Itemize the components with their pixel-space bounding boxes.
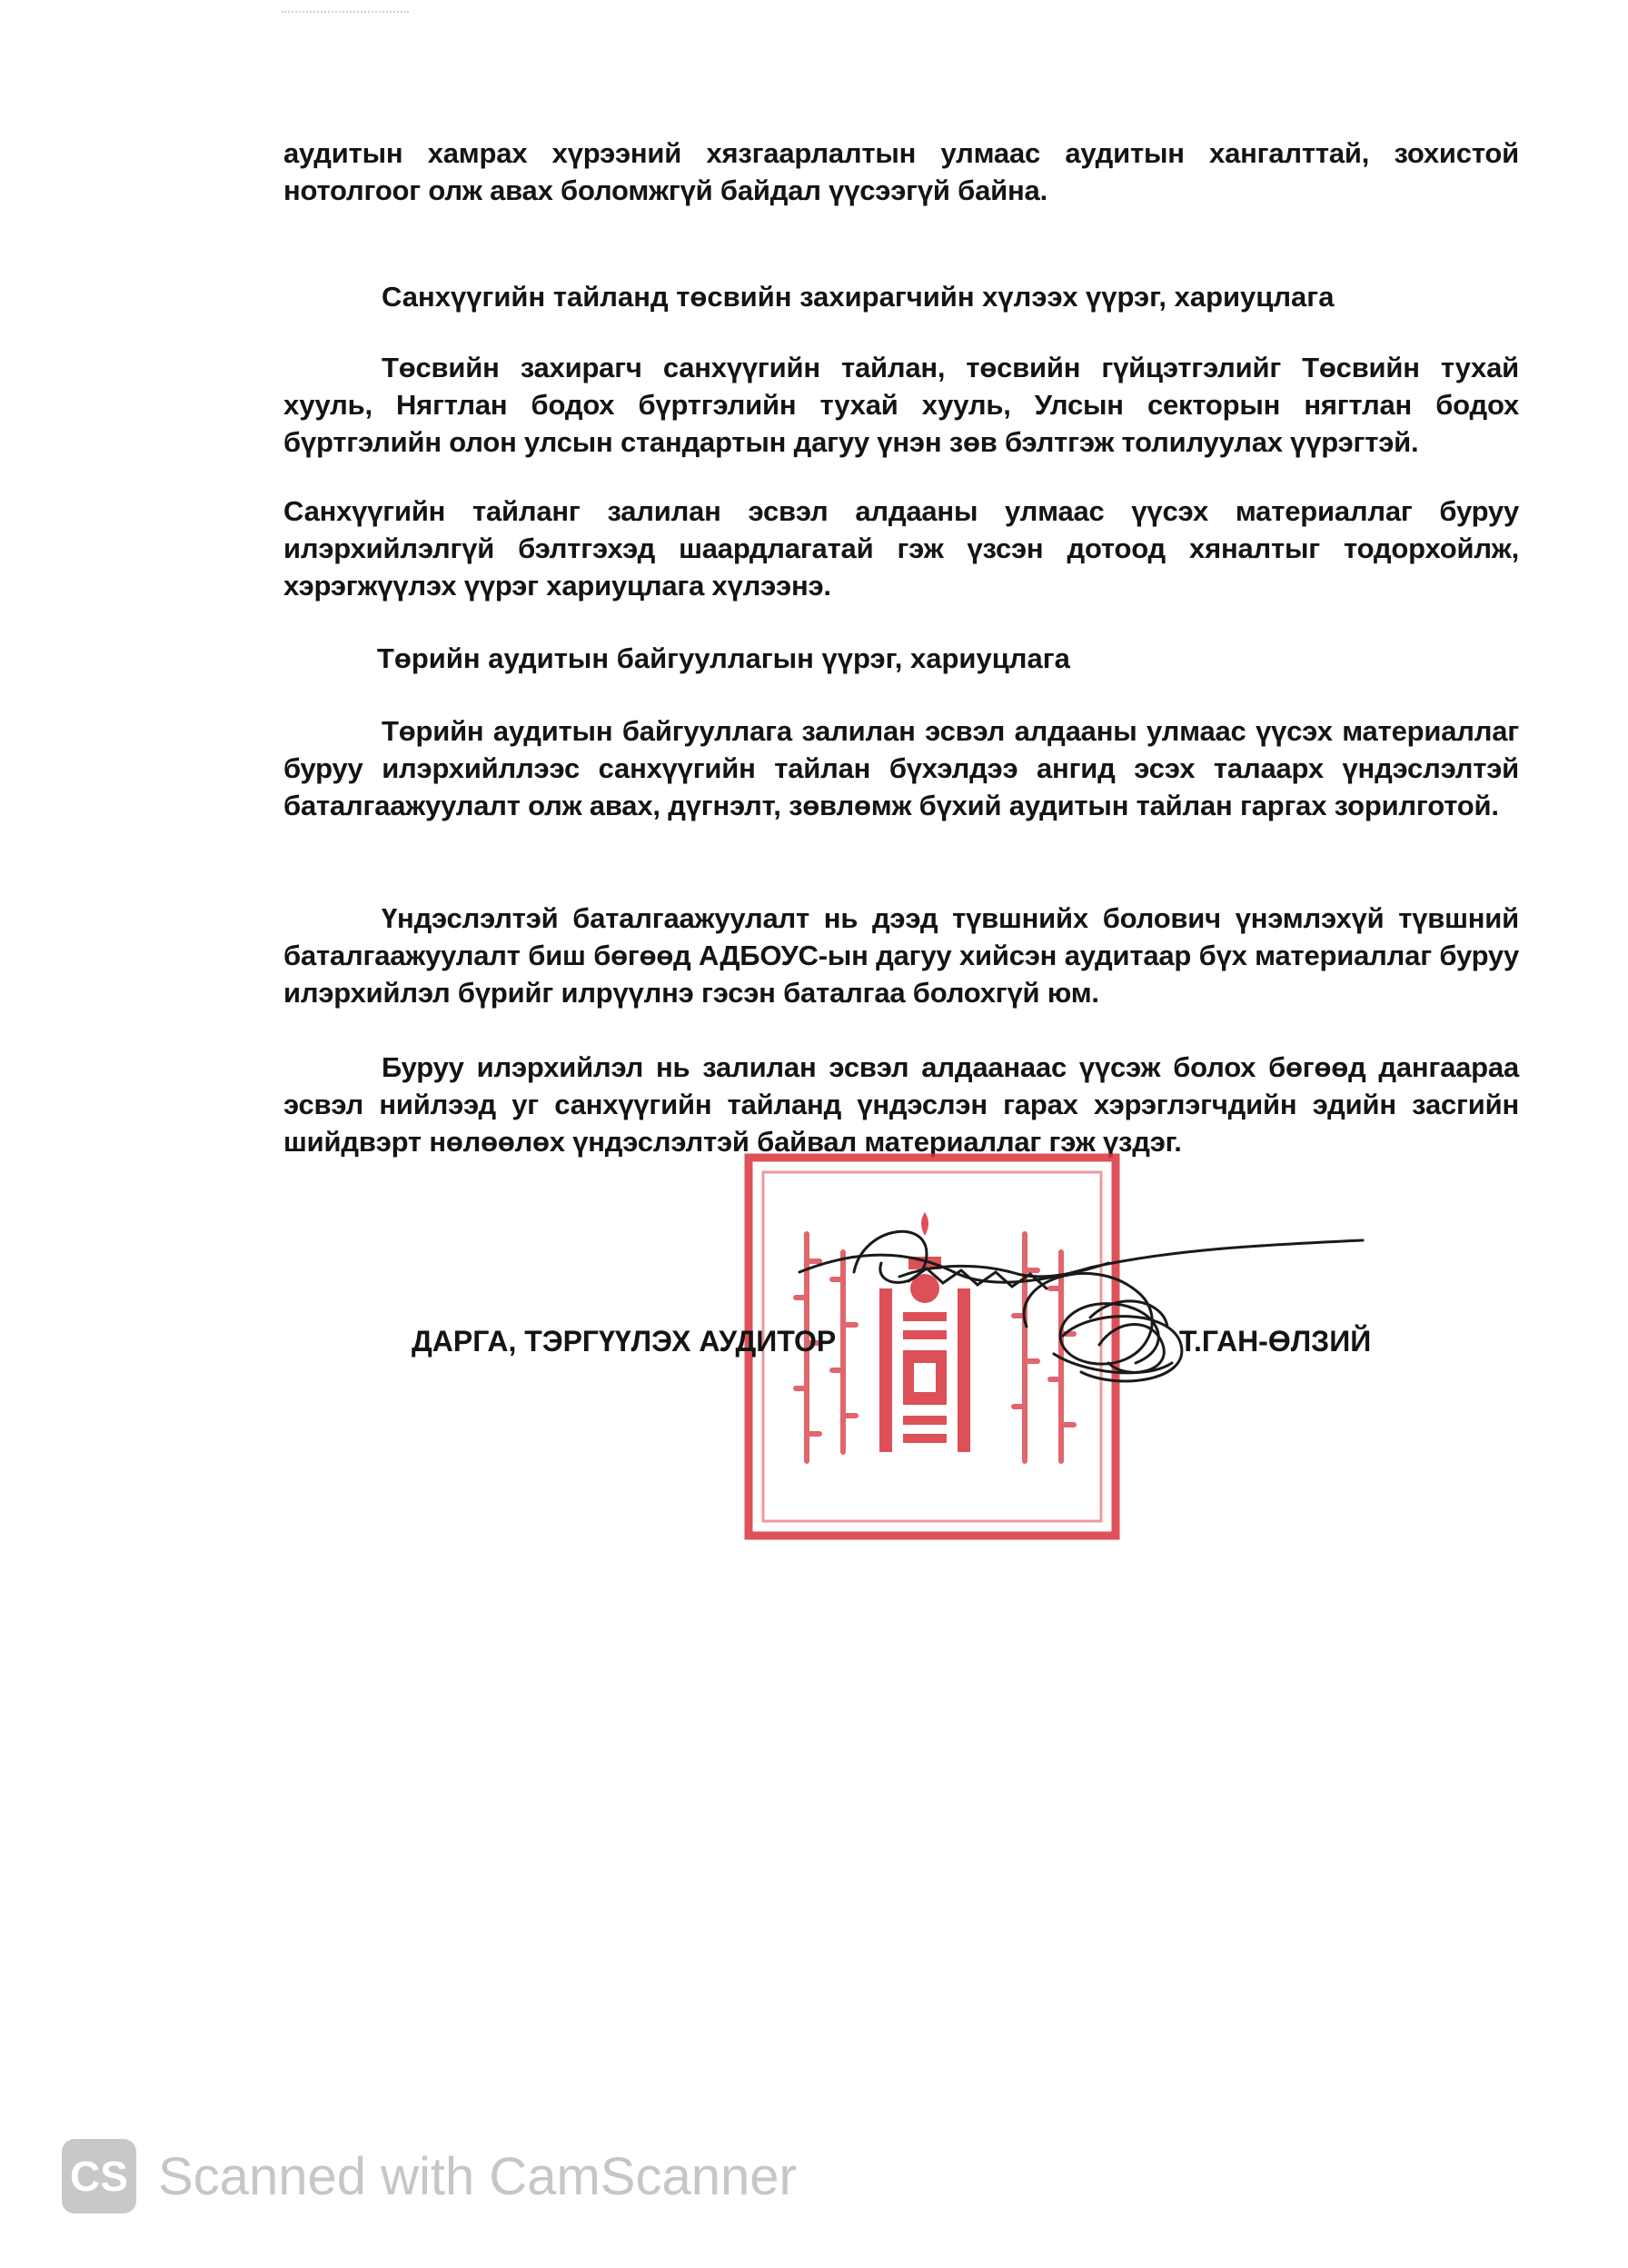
handwritten-signature [790,1218,1372,1408]
paragraph-reasonable-assurance: Үндэслэлтэй баталгаажуулалт нь дээд түвшнийх болович үнэмлэхүй түвшний баталгаажуулалт биш бөгөөд АДБОУС-ын дагуу хийсэн аудитаар бүх материаллаг буруу илэрхийлэл бүрийг илрүүлнэ гэсэн баталгаа болохгүй юм. [283,902,1519,1009]
paragraph-top: аудитын хамрах хүрээний хязгаарлалтын улмаас аудитын хангалттай, зохистой нотолгоог олж авах боломжгүй байдал үүсээгүй байна. [283,137,1519,206]
heading-manager-responsibility: Санхүүгийн тайланд төсвийн захирагчийн хүлээх үүрэг, хариуцлага [382,281,1335,313]
signatory-title: ДАРГА, ТЭРГҮҮЛЭХ АУДИТОР [412,1325,837,1358]
camscanner-watermark [62,2135,797,2217]
paragraph-budget-manager: Төсвийн захирагч санхүүгийн тайлан, төсвийн гүйцэтгэлийг Төсвийн тухай хууль, Нягтлан бодох бүртгэлийн тухай хууль, Улсын секторын нягтлан бодох бүртгэлийн олон улсын стандартын дагуу үнэн зөв бэлтгэж толилуулах үүрэгтэй. [283,352,1519,458]
heading-audit-responsibility: Төрийн аудитын байгууллагын үүрэг, хариуцлага [377,642,1070,674]
paragraph-misstatement: Буруу илэрхийлэл нь залилан эсвэл алдаанаас үүсэж болох бөгөөд дангаараа эсвэл нийлээд уг санхүүгийн тайланд үндэслэн гарах хэрэглэгчдийн эдийн засгийн шийдвэрт нөлөөлөх үндэслэлтэй байвал материаллаг гэж үздэг. [283,1051,1519,1158]
paragraph-audit-objective: Төрийн аудитын байгууллага залилан эсвэл алдааны улмаас үүсэх материаллаг буруу илэрхийллээс санхүүгийн тайлан бүхэлдээ ангид эсэх талаарх үндэслэлтэй баталгаажуулалт олж авах, дүгнэлт, зөвлөмж бүхий аудитын тайлан гаргах зорилготой. [283,715,1519,821]
paragraph-internal-control: Санхүүгийн тайланг залилан эсвэл алдааны улмаас үүсэх материаллаг буруу илэрхийлэлгүй бэлтгэхэд шаардлагатай гэж үзсэн дотоод хяналтыг тодорхойлж, хэрэгжүүлэх үүрэг хариуцлага хүлээнэ. [283,495,1519,602]
signatory-name: Т.ГАН-ӨЛЗИЙ [1179,1325,1372,1358]
scan-edge-mark [282,11,409,22]
camscanner-logo-icon: CS [62,2139,136,2213]
camscanner-label: Scanned with CamScanner [158,2146,797,2206]
